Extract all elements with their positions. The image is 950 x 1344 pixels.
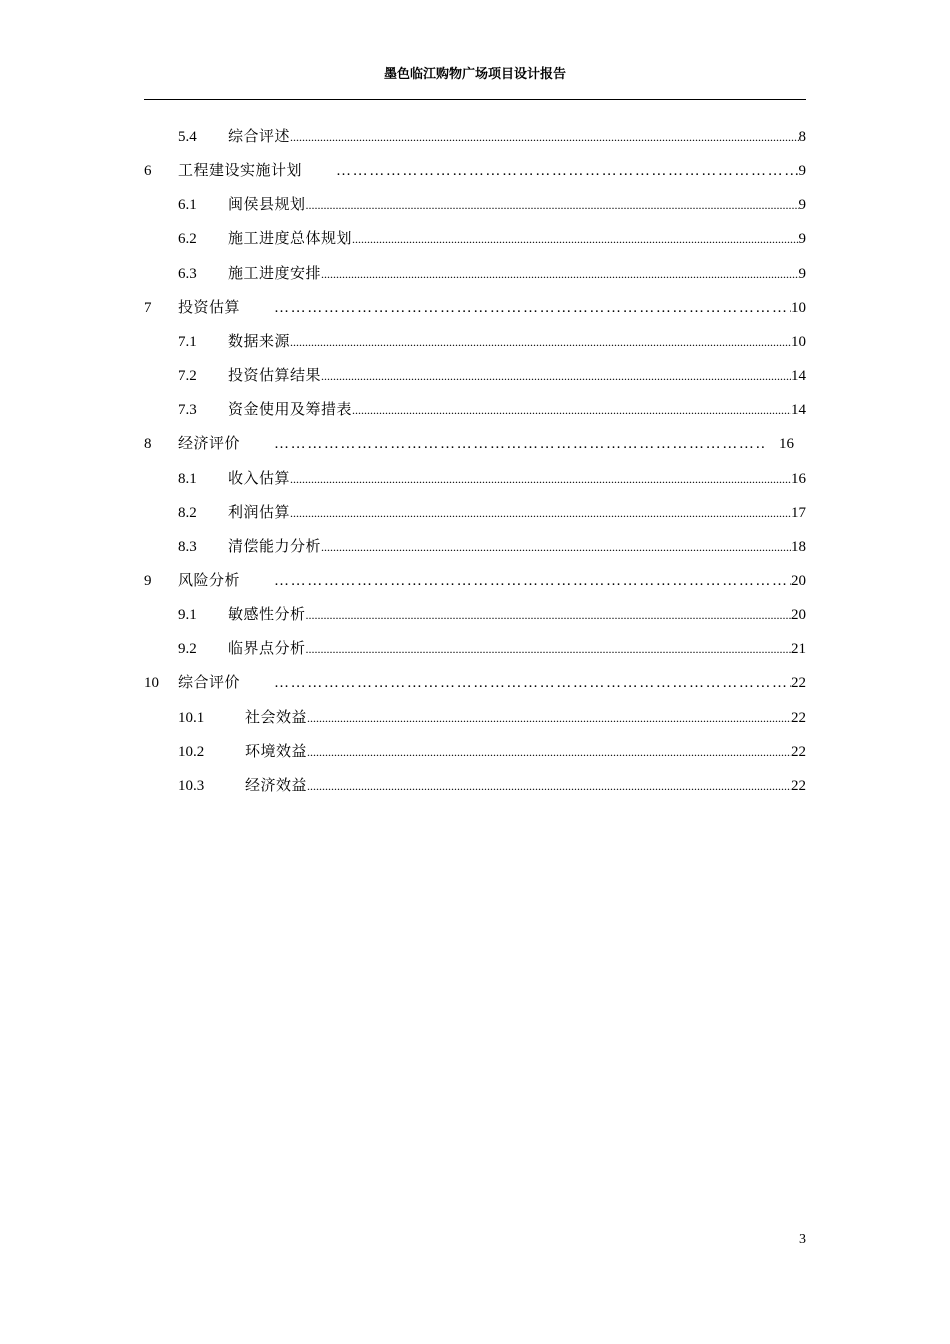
toc-entry-page: 8 [798,129,806,145]
toc-entry-number: 7.1 [178,333,197,350]
toc-entry-label: 社会效益 [245,707,308,726]
toc-entry-page: 14 [791,368,806,385]
toc-entry-label: 综合评述 [228,127,291,145]
toc-entry[interactable] [178,193,806,215]
toc-entry-label: 综合评价 [178,673,241,692]
toc-dot-leader [321,263,798,284]
toc-dot-leader [290,331,791,352]
toc-entry-number: 8.2 [178,504,197,521]
toc-entry-label: 风险分析 [178,570,241,589]
toc-entry-label: 施工进度总体规划 [228,229,353,248]
toc-entry-number: 5.4 [178,129,197,145]
toc-entry-number: 6.1 [178,197,197,214]
toc-entry[interactable] [178,501,806,523]
toc-dot-leader [274,297,791,318]
toc-entry-number: 7.2 [178,368,197,385]
toc-dot-leader [274,570,791,591]
toc-entry-label: 经济评价 [178,434,241,453]
toc-entry-number: 7.3 [178,402,197,419]
toc-entry-page: 10 [791,299,806,316]
toc-entry-number: 6 [144,163,152,180]
toc-entry[interactable] [178,706,806,728]
toc-entry[interactable] [144,432,806,454]
toc-entry[interactable] [178,774,806,796]
toc-entry-number: 9.2 [178,641,197,658]
toc-entry-page: 22 [791,777,806,794]
toc-entry-page: 17 [791,504,806,521]
toc-entry-page: 14 [791,402,806,419]
toc-entry[interactable] [144,159,806,181]
toc-entry-page: 18 [791,538,806,555]
toc-entry-label: 资金使用及筹措表 [228,400,353,419]
header-divider [144,99,806,100]
toc-entry-label: 投资估算 [178,297,241,316]
running-header-title: 墨色临江购物广场项目设计报告 [383,67,566,82]
toc-entry[interactable] [144,671,806,693]
toc-entry-number: 10 [144,675,159,692]
toc-dot-leader [306,604,791,625]
toc-entry-page: 20 [791,607,806,624]
toc-entry-page: 20 [791,572,806,589]
toc-entry-label: 收入估算 [228,468,291,487]
toc-entry[interactable] [178,535,806,557]
toc-entry-page: 10 [791,333,806,350]
toc-entry-label: 敏感性分析 [228,605,306,624]
toc-entry-number: 9 [144,572,152,589]
toc-entry-page: 21 [791,641,806,658]
toc-dot-leader [306,638,791,659]
toc-entry[interactable] [144,569,806,591]
toc-entry-page: 16 [779,436,794,453]
toc-entry[interactable] [178,125,806,147]
toc-entry[interactable] [178,262,806,284]
toc-entry-label: 施工进度安排 [228,263,322,282]
toc-entry-number: 10.1 [178,709,205,726]
toc-dot-leader [290,502,791,523]
toc-entry-label: 临界点分析 [228,639,306,658]
toc-entry-label: 数据来源 [228,331,291,350]
toc-dot-leader [321,536,791,557]
toc-entry-page: 22 [791,675,806,692]
toc-entry-number: 10.2 [178,743,205,760]
toc-entry-page: 16 [791,470,806,487]
toc-entry-page: 9 [798,163,806,180]
toc-entry-number: 7 [144,299,152,316]
toc-dot-leader [307,775,791,796]
toc-dot-leader [336,160,798,181]
toc-entry[interactable] [178,398,806,420]
toc-entry-label: 闽侯县规划 [228,195,306,214]
toc-entry[interactable] [178,330,806,352]
toc-dot-leader [352,228,798,249]
toc-entry[interactable] [144,296,806,318]
toc-dot-leader [290,126,798,147]
toc-entry-page: 9 [798,231,806,248]
toc-entry-label: 工程建设实施计划 [178,161,303,180]
toc-entry-page: 22 [791,709,806,726]
toc-dot-leader [290,468,791,489]
toc-dot-leader [274,672,791,693]
toc-entry-label: 利润估算 [228,502,291,521]
toc-entry-number: 10.3 [178,777,205,794]
toc-entry-label: 经济效益 [245,775,308,794]
page-number: 3 [799,1232,806,1247]
toc-dot-leader [307,741,791,762]
toc-entry-number: 9.1 [178,607,197,624]
toc-entry-number: 8.3 [178,538,197,555]
toc-entry-page: 9 [798,265,806,282]
toc-entry[interactable] [178,637,806,659]
toc-dot-leader [352,399,791,420]
toc-entry[interactable] [178,467,806,489]
toc-entry[interactable] [178,364,806,386]
toc-entry-number: 6.2 [178,231,197,248]
toc-entry-label: 清偿能力分析 [228,536,322,555]
toc-entry-label: 环境效益 [245,741,308,760]
toc-entry-number: 8.1 [178,470,197,487]
toc-dot-leader [307,707,791,728]
toc-entry-number: 8 [144,436,152,453]
toc-entry-page: 22 [791,743,806,760]
toc-dot-leader [321,365,791,386]
toc-entry-page: 9 [798,197,806,214]
toc-entry[interactable] [178,740,806,762]
toc-entry[interactable] [178,227,806,249]
toc-dot-leader [274,433,767,454]
toc-entry[interactable] [178,603,806,625]
toc-entry-label: 投资估算结果 [228,366,322,385]
toc-entry-number: 6.3 [178,265,197,282]
toc-dot-leader [306,194,799,215]
